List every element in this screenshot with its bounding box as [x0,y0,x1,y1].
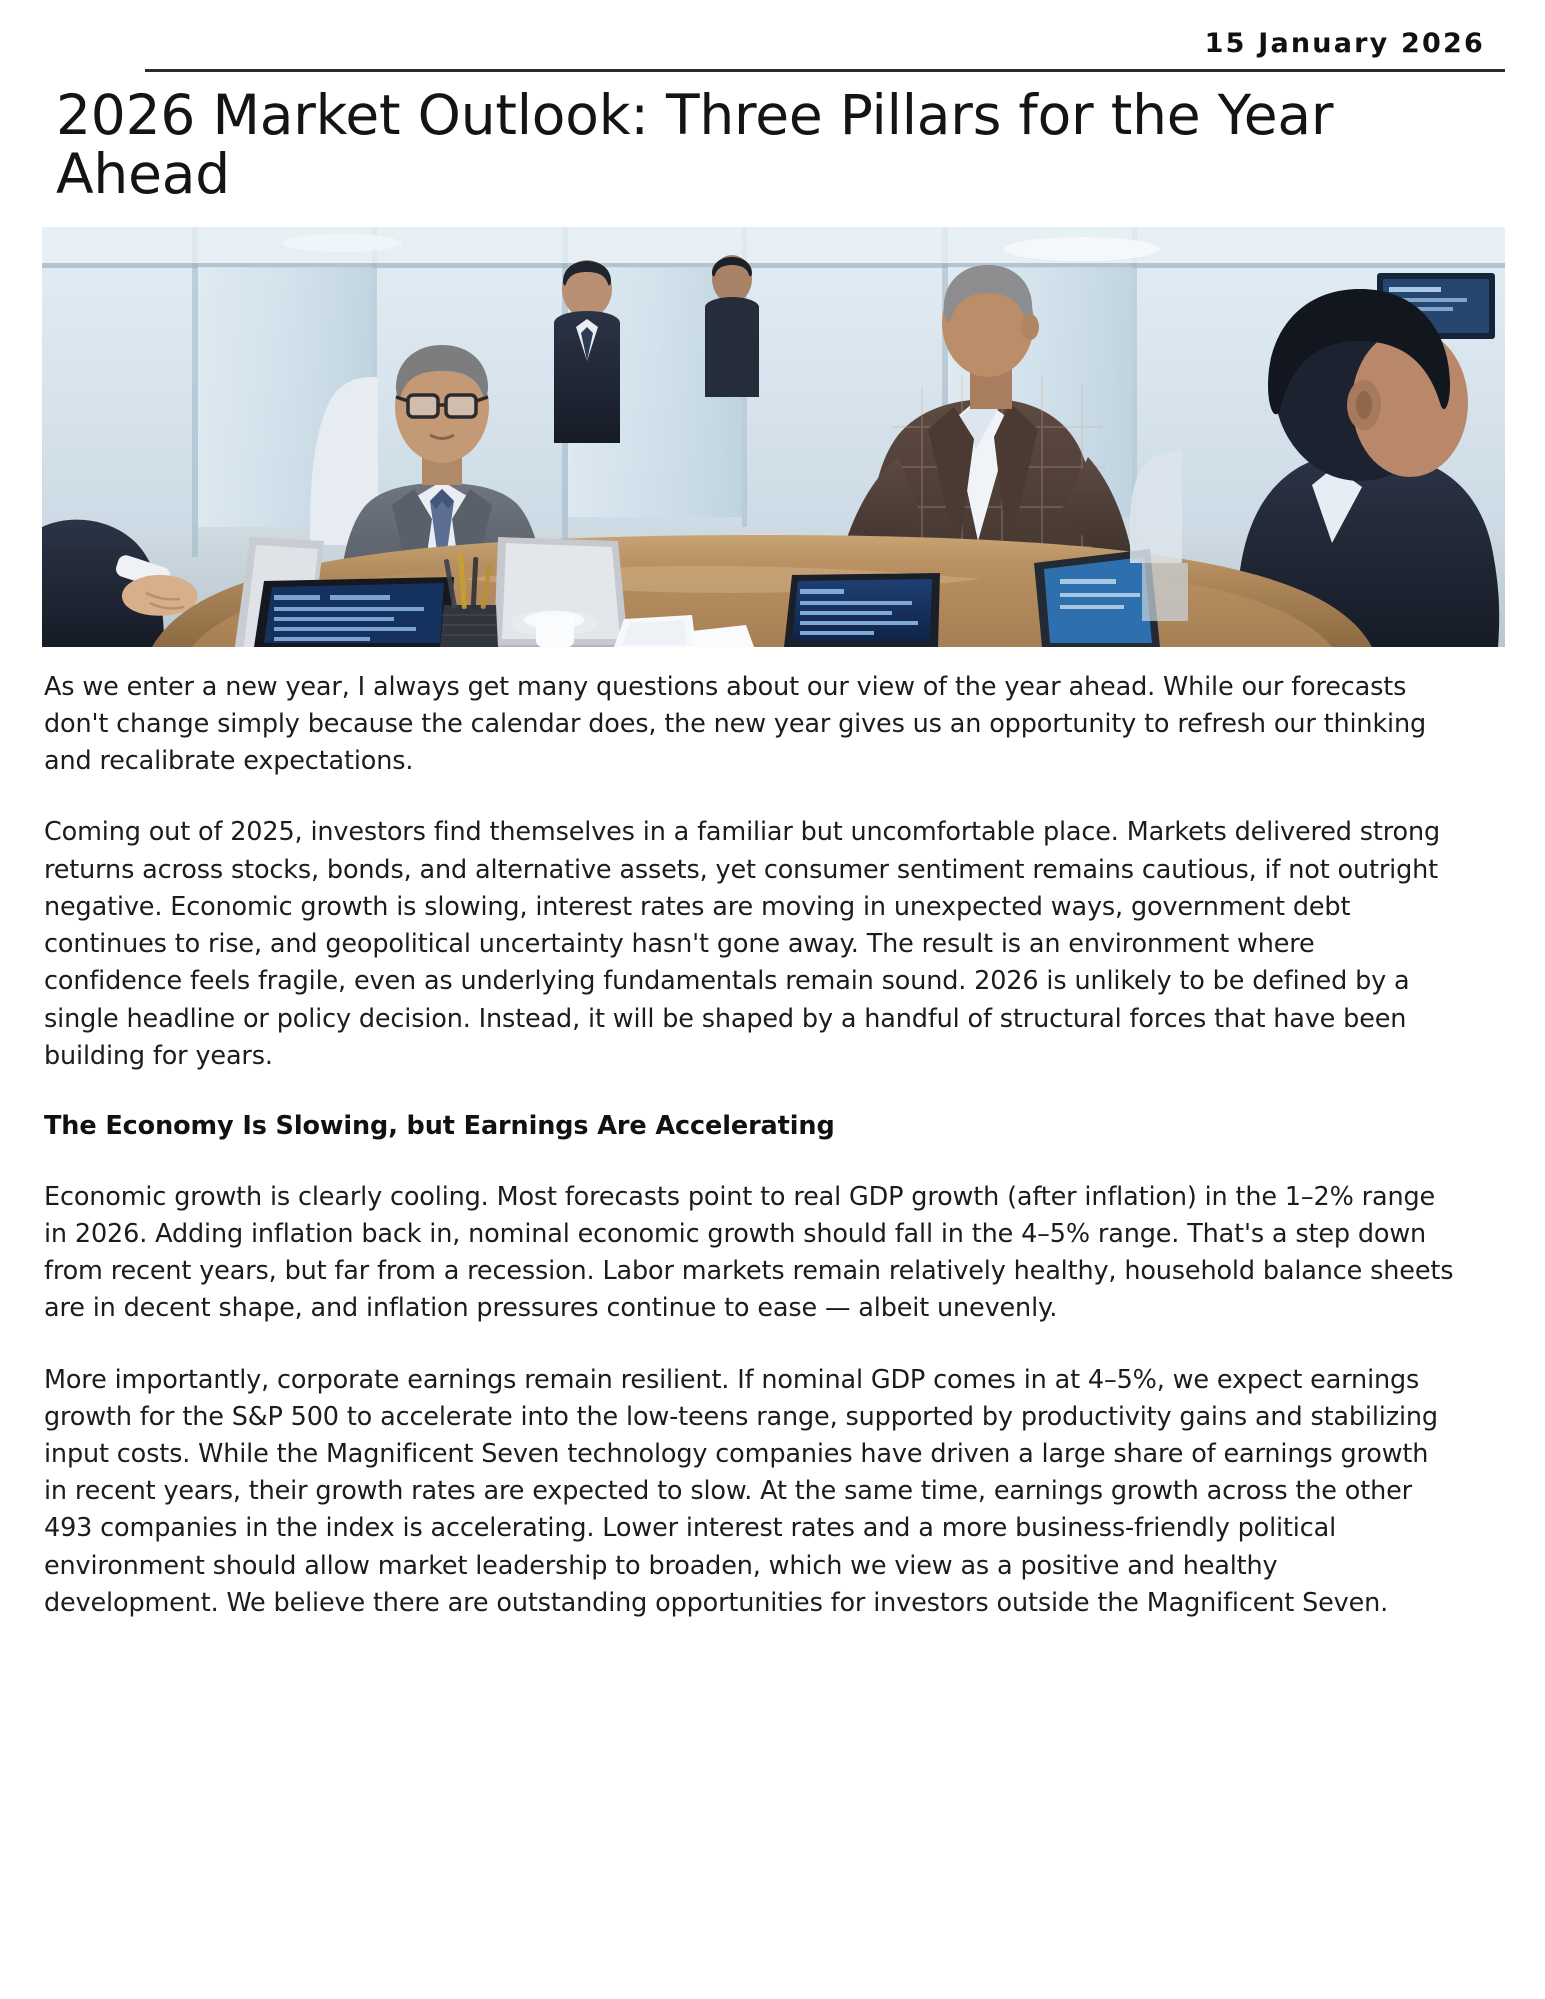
page-title: 2026 Market Outlook: Three Pillars for the Year Ahead [56,83,1334,207]
header-rule-wrap [0,57,1545,72]
person-background-center [705,255,759,397]
tablet-right [1034,549,1160,647]
laptop-foreground-left [254,577,454,647]
document-date: 15 January 2026 [1204,28,1485,59]
article-body [0,669,1545,1622]
section-heading-economy: The Economy Is Slowing, but Earnings Are Accelerating [44,1110,835,1141]
paragraph-intro: As we enter a new year, I always get many questions about our view of the year ahead. While our forecasts don't change simply because the calendar does, the new year gives us an opportunity to refresh our thinking and recalibrate expectations. [44,671,1427,777]
hero-image [42,227,1505,647]
header-divider [145,69,1505,72]
paragraph-corporate-earnings: More importantly, corporate earnings remain resilient. If nominal GDP comes in at 4–5%, we expect earnings growth for the S&P 500 to accelerate into the low-teens range, supported by productivity gains and stabilizing input costs. While the Magnificent Seven technology companies have driven a large share of earnings growth in recent years, their growth rates are expected to slow. At the same time, earnings growth across the other 493 companies in the index is accelerating. Lower interest rates and a more business-friendly political environment should allow market leadership to broaden, which we view as a positive and healthy development. We believe there are outstanding opportunities for investors outside the Magnificent Seven. [44,1364,1438,1618]
paragraph-gdp-growth: Economic growth is clearly cooling. Most forecasts point to real GDP growth (after inflation) in the 1–2% range in 2026. Adding inflation back in, nominal economic growth should fall in the 4–5% range. That's a step down from recent years, but far from a recession. Labor markets remain relatively healthy, household balance sheets are in decent shape, and inflation pressures continue to ease — albeit unevenly. [44,1181,1454,1324]
hero-image-container [0,227,1545,647]
laptop-right-dark [784,573,940,647]
meeting-photo-illustration [42,227,1505,647]
paragraph-market-context: Coming out of 2025, investors find themselves in a familiar but uncomfortable place. Markets delivered strong returns across stocks, bonds, and alternative assets, yet consumer sentiment remains cautious, if not outright negative. Economic growth is slowing, interest rates are moving in unexpected ways, government debt continues to rise, and geopolitical uncertainty hasn't gone away. The result is an environment where confidence feels fragile, even as underlying fundamentals remain sound. 2026 is unlikely to be defined by a single headline or policy decision. Instead, it will be shaped by a handful of structural forces that have been building for years. [44,817,1441,1071]
person-background-left [554,260,620,443]
header-date-row [0,0,1545,57]
